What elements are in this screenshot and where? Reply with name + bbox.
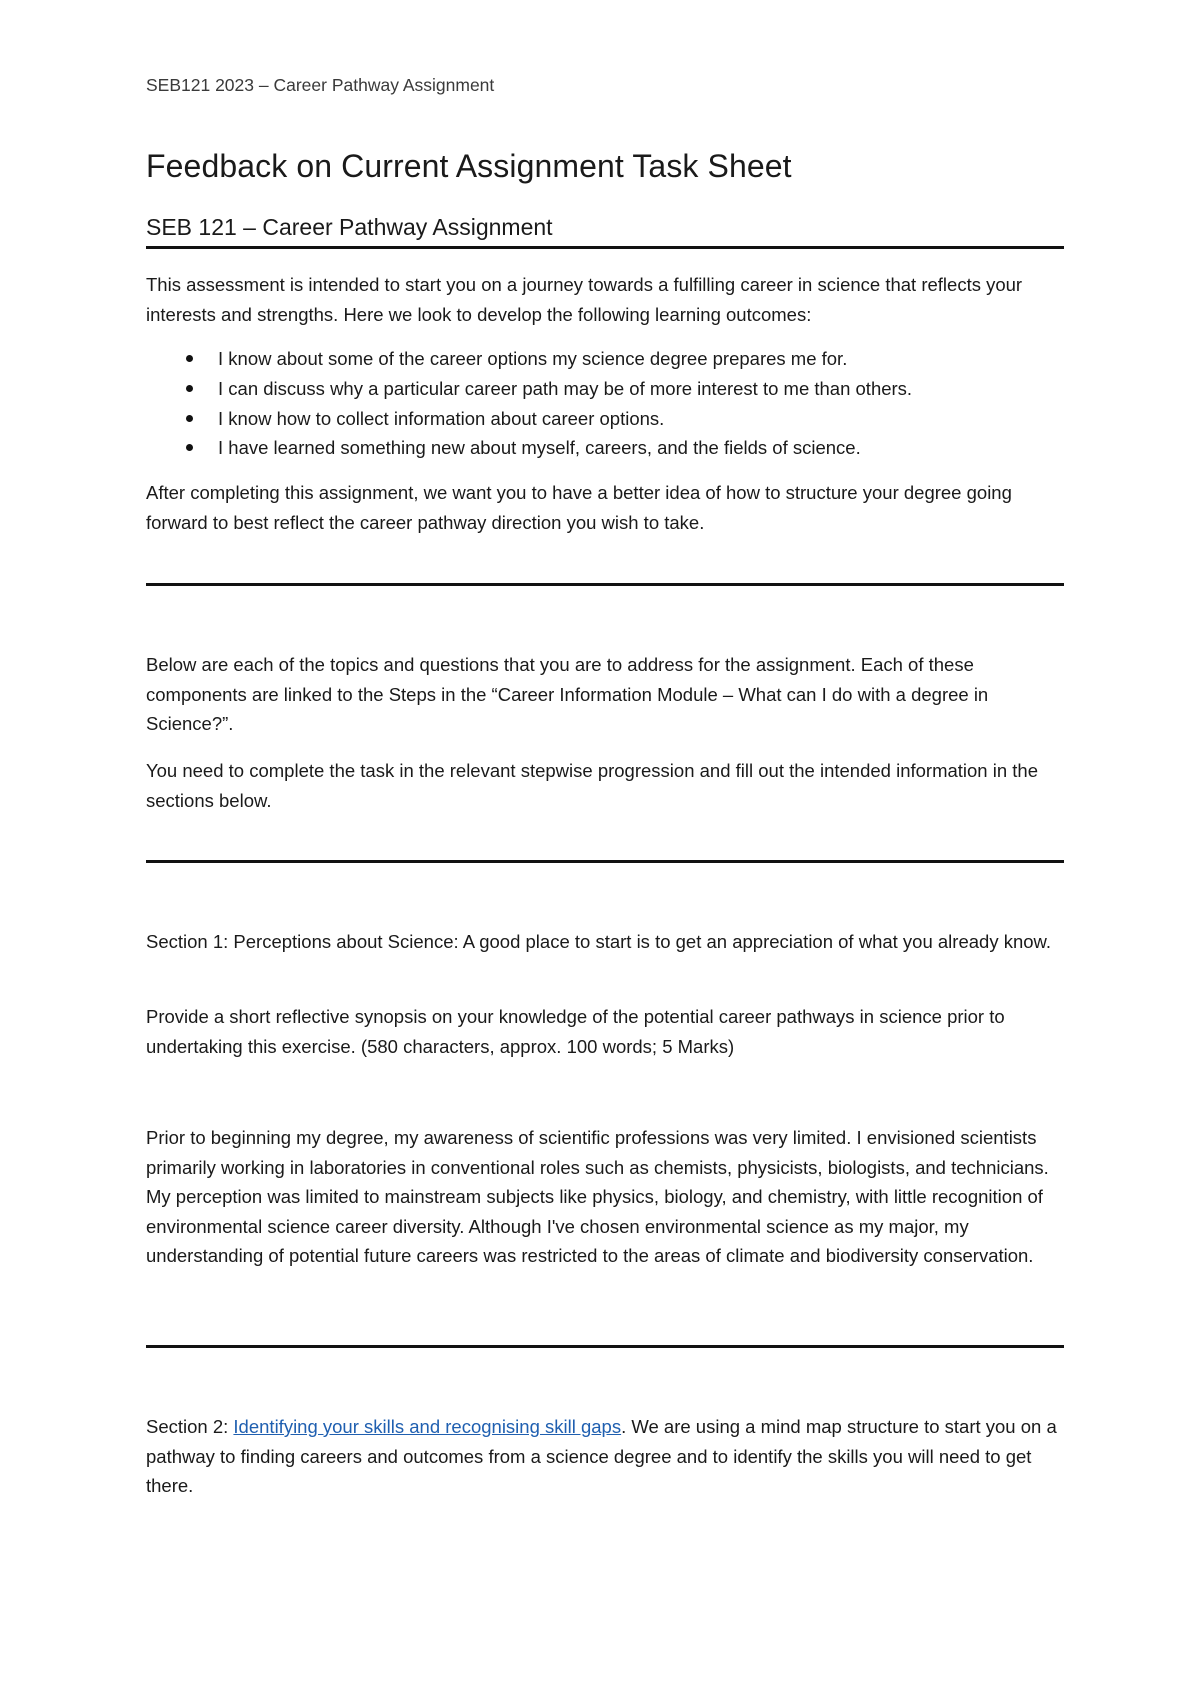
instructions-paragraph-2: You need to complete the task in the relevant stepwise progression and fill out the intended information in the sections below. [146, 760, 1038, 811]
subtitle-divider [146, 246, 1064, 249]
bullet-icon [186, 415, 193, 422]
intro-paragraph: This assessment is intended to start you on a journey towards a fulfilling career in science that reflects your interests and strengths. Here we look to develop the following learning outcomes: [146, 274, 1023, 325]
outcome-text: I have learned something new about myself, careers, and the fields of science. [218, 437, 861, 459]
outcome-text: I know how to collect information about career options. [218, 407, 665, 429]
section2-paragraph [146, 1412, 1064, 1501]
section-divider [146, 1345, 1064, 1348]
section2-label: Section 2: [146, 1416, 234, 1437]
section-divider [146, 860, 1064, 863]
skills-gap-link[interactable]: Identifying your skills and recognising skill gaps [233, 1416, 622, 1437]
intro-closing: After completing this assignment, we want you to have a better idea of how to structure your degree going forward to best reflect the career pathway direction you wish to take. [146, 482, 1012, 533]
page-title: Feedback on Current Assignment Task Sheet [146, 148, 792, 184]
bullet-icon [186, 385, 193, 392]
page-subtitle: SEB 121 – Career Pathway Assignment [146, 214, 553, 240]
section1-prompt: Provide a short reflective synopsis on your knowledge of the potential career pathways in science prior to undertaking this exercise. (580 characters, approx. 100 words; 5 Marks) [146, 1006, 1005, 1057]
list-item [146, 404, 1064, 434]
section1-heading: Section 1: Perceptions about Science: A good place to start is to get an appreciation of what you already know. [146, 931, 1052, 952]
section-divider [146, 583, 1064, 586]
outcome-text: I can discuss why a particular career path may be of more interest to me than others. [218, 377, 913, 399]
running-header: SEB121 2023 – Career Pathway Assignment [146, 75, 495, 95]
bullet-icon [186, 355, 193, 362]
outcome-text: I know about some of the career options my science degree prepares me for. [218, 348, 848, 369]
section1-response: Prior to beginning my degree, my awareness of scientific professions was very limited. I envisioned scientists primarily working in laboratories in conventional roles such as chemists, physicists, biologists, and technicians. My perception was limited to mainstream subjects like physics, biology, and chemistry, with little recognition of environmental science career diversity. Although I've chosen environmental science as my major, my understanding of potential future careers was restricted to the areas of climate and biodiversity conservation. [146, 1127, 1049, 1266]
instructions-paragraph-1: Below are each of the topics and questions that you are to address for the assignment. Each of these components are linked to the Steps in the “Career Information Module – What can I do with a degree in Science?”. [146, 654, 989, 734]
bullet-icon [186, 444, 193, 451]
list-item [146, 344, 1064, 374]
list-item [146, 374, 1064, 404]
learning-outcomes-list [146, 344, 1064, 463]
section2-rest: . We are using a mind map structure to start you on a pathway to finding careers and outcomes from a science degree and to identify the skills you will need to get there. [146, 1416, 1057, 1496]
list-item [146, 433, 1064, 463]
